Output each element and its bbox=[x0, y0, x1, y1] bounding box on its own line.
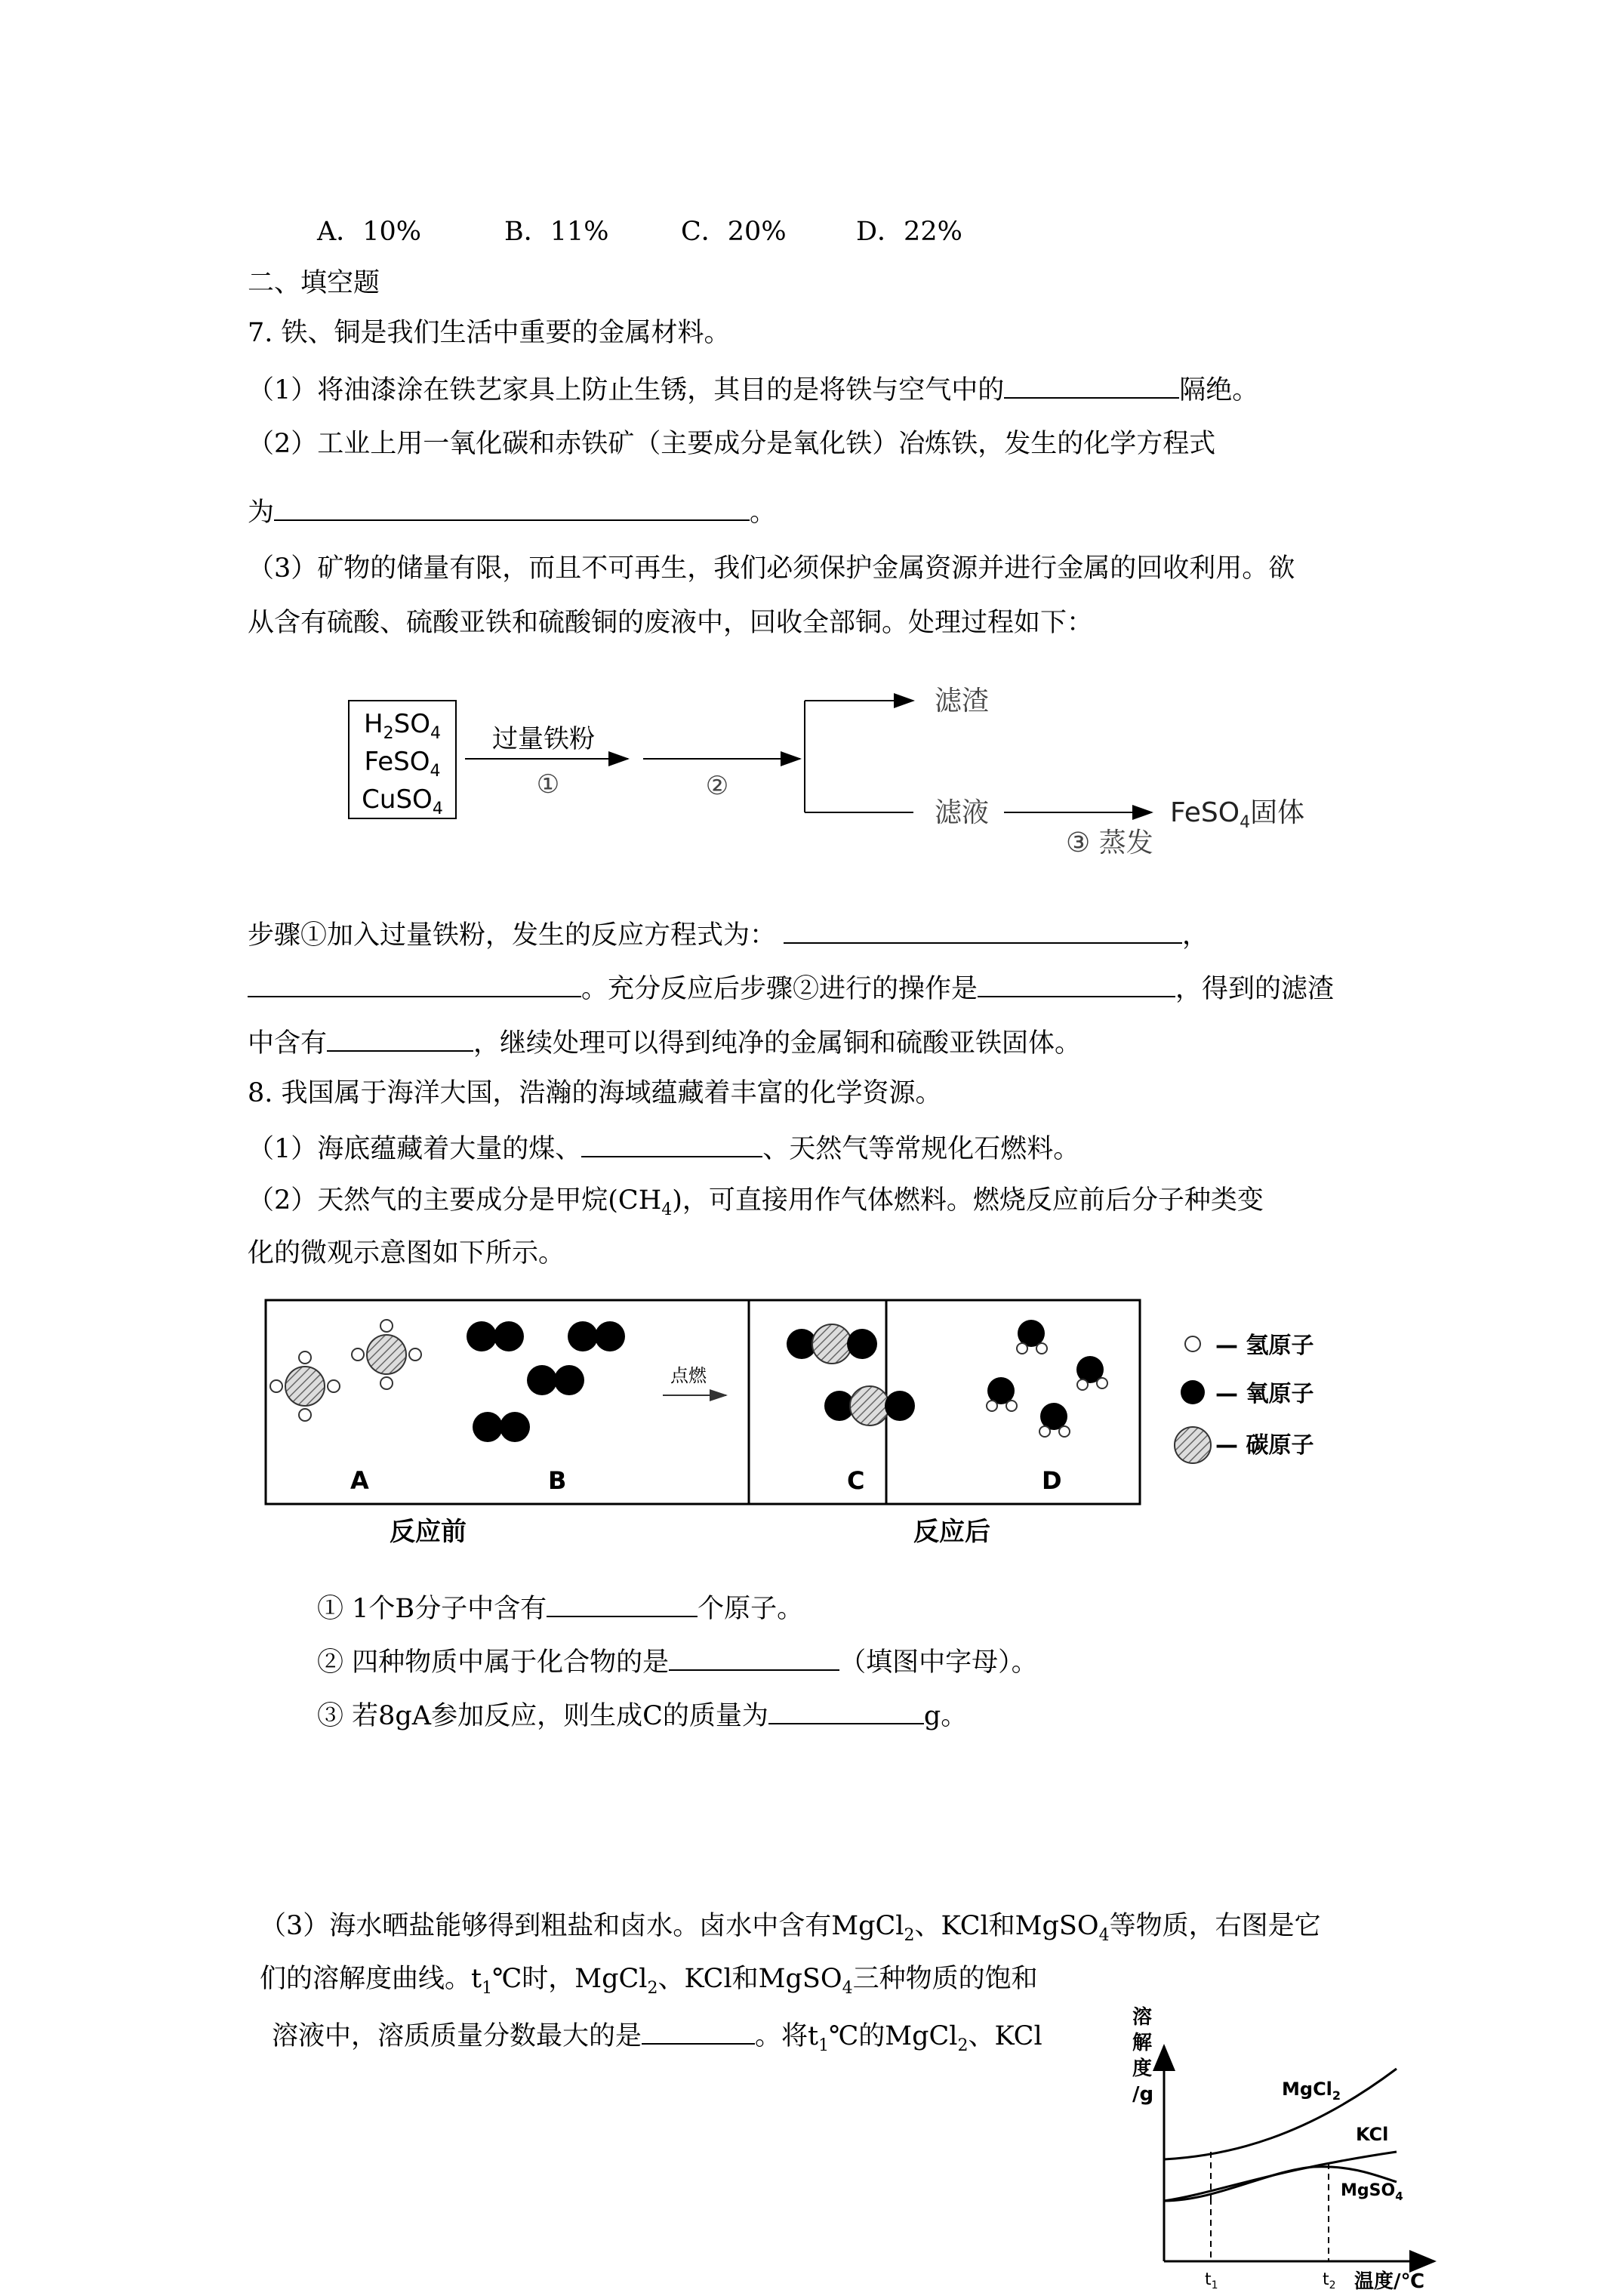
carbon-legend-icon bbox=[1175, 1427, 1211, 1463]
tick-t1: $t_1$ bbox=[1205, 2270, 1218, 2291]
q7-step3: 中含有 ，继续处理可以得到纯净的金属铜和硫酸亚铁固体。 bbox=[248, 1023, 1081, 1061]
q8-part1: （1）海底蕴藏着大量的煤、 、天然气等常规化石燃料。 bbox=[248, 1129, 1079, 1166]
q8-item2: ② 四种物质中属于化合物的是 （填图中字母）。 bbox=[317, 1642, 1038, 1680]
q8-item1: ① 1个B分子中含有 个原子。 bbox=[317, 1589, 803, 1626]
step1-label: ① bbox=[536, 769, 560, 800]
water-molecule bbox=[1076, 1356, 1107, 1390]
step3-label: ③ 蒸发 bbox=[1066, 827, 1153, 858]
label-a: A bbox=[350, 1466, 369, 1495]
answer-blank[interactable] bbox=[768, 1696, 924, 1724]
q8-part2-line2: 化的微观示意图如下所示。 bbox=[248, 1238, 565, 1268]
answer-blank[interactable] bbox=[327, 1023, 473, 1052]
water-molecule bbox=[987, 1377, 1017, 1411]
answer-blank[interactable] bbox=[248, 969, 581, 997]
process-flow-diagram bbox=[332, 664, 1344, 876]
answer-blank[interactable] bbox=[642, 2016, 755, 2045]
legend-hydrogen: — 氢原子 bbox=[1215, 1333, 1314, 1359]
methane-molecule bbox=[270, 1351, 340, 1421]
answer-blank[interactable] bbox=[581, 1129, 762, 1157]
answer-blank[interactable] bbox=[978, 969, 1175, 997]
residue-label: 滤渣 bbox=[935, 686, 990, 717]
choice-c: C．20% bbox=[681, 217, 787, 247]
after-label: 反应后 bbox=[913, 1517, 990, 1547]
before-label: 反应前 bbox=[390, 1517, 467, 1547]
label-d: D bbox=[1042, 1466, 1062, 1495]
y-axis-label: 溶解度/g bbox=[1132, 2006, 1154, 2106]
q8-item3: ③ 若8gA参加反应，则生成C的质量为 g。 bbox=[317, 1696, 967, 1734]
box-line-1: $H_2SO_4$ bbox=[364, 709, 441, 743]
q7-part2-line1: （2）工业上用一氧化碳和赤铁矿（主要成分是氧化铁）冶炼铁，发生的化学方程式 bbox=[248, 429, 1216, 459]
q8-part3-line2: 们的溶解度曲线。$t_1℃$时，MgCl$_2$、KCl和MgSO$_4$三种物质的饱和 bbox=[260, 1964, 1038, 1998]
answer-blank[interactable] bbox=[547, 1589, 698, 1617]
answer-blank[interactable] bbox=[1004, 370, 1179, 399]
oxygen-molecule bbox=[467, 1321, 524, 1351]
q7-step2: 。充分反应后步骤②进行的操作是 ，得到的滤渣 bbox=[248, 969, 1334, 1006]
arrow1-label: 过量铁粉 bbox=[492, 724, 595, 754]
product-label: FeSO$_4$固体 bbox=[1170, 797, 1305, 832]
q8-part3-line1: （3）海水晒盐能够得到粗盐和卤水。卤水中含有MgCl$_2$、KCl和MgSO$_4$等物质，右图是它 bbox=[260, 1911, 1321, 1945]
answer-blank[interactable] bbox=[784, 915, 1182, 944]
q8-title: 8. 我国属于海洋大国，浩瀚的海域蕴藏着丰富的化学资源。 bbox=[248, 1078, 942, 1108]
choice-d: D．22% bbox=[856, 217, 962, 247]
q7-part3-line2: 从含有硫酸、硫酸亚铁和硫酸铜的废液中，回收全部铜。处理过程如下： bbox=[248, 608, 1094, 638]
legend-carbon: — 碳原子 bbox=[1215, 1432, 1314, 1459]
solubility-chart bbox=[1117, 2001, 1449, 2296]
q7-step1: 步骤①加入过量铁粉，发生的反应方程式为： ， bbox=[248, 915, 1209, 953]
water-molecule bbox=[1017, 1320, 1047, 1354]
series-label-mgso4: MgSO$_4$ bbox=[1341, 2181, 1403, 2203]
q8-part3-line3: 溶液中，溶质质量分数最大的是 。将$t_1℃$的MgCl$_2$、KCl bbox=[272, 2016, 1042, 2063]
oxygen-molecule bbox=[527, 1365, 584, 1395]
ignite-label: 点燃 bbox=[670, 1365, 707, 1386]
q7-part1: （1）将油漆涂在铁艺家具上防止生锈，其目的是将铁与空气中的 隔绝。 bbox=[248, 370, 1258, 408]
molecule-reaction-diagram bbox=[257, 1284, 1449, 1563]
series-label-kcl: KCl bbox=[1356, 2124, 1389, 2145]
answer-blank[interactable] bbox=[669, 1642, 839, 1671]
water-molecule bbox=[1039, 1403, 1070, 1437]
x-axis-label: 温度/℃ bbox=[1354, 2270, 1424, 2293]
q7-part2-line2: 为 。 bbox=[248, 492, 776, 530]
label-b: B bbox=[548, 1466, 567, 1495]
box-line-2: FeSO$_4$ bbox=[364, 747, 441, 781]
methane-molecule bbox=[352, 1320, 421, 1389]
co2-molecule bbox=[787, 1324, 877, 1364]
box-line-3: CuSO$_4$ bbox=[362, 784, 443, 818]
co2-molecule bbox=[824, 1386, 915, 1425]
choice-a: A．10% bbox=[317, 217, 422, 247]
oxygen-legend-icon bbox=[1181, 1380, 1205, 1404]
hydrogen-legend-icon bbox=[1185, 1336, 1200, 1351]
q7-part3-line1: （3）矿物的储量有限，而且不可再生，我们必须保护金属资源并进行金属的回收利用。欲 bbox=[248, 553, 1295, 584]
oxygen-molecule bbox=[568, 1321, 625, 1351]
series-label-mgcl2: MgCl$_2$ bbox=[1282, 2079, 1341, 2103]
answer-blank[interactable] bbox=[274, 492, 750, 521]
oxygen-molecule bbox=[473, 1412, 530, 1442]
q7-title: 7. 铁、铜是我们生活中重要的金属材料。 bbox=[248, 318, 731, 348]
legend-oxygen: — 氧原子 bbox=[1215, 1381, 1314, 1407]
choice-b: B．11% bbox=[504, 217, 609, 247]
tick-t2: $t_2$ bbox=[1323, 2270, 1336, 2291]
mgcl2-curve bbox=[1164, 2069, 1397, 2159]
label-c: C bbox=[847, 1466, 865, 1495]
step2-label: ② bbox=[705, 771, 729, 801]
q8-part2-line1: （2）天然气的主要成分是甲烷$(CH_4)$，可直接用作气体燃料。燃烧反应前后分子种类变 bbox=[248, 1185, 1264, 1219]
filtrate-label: 滤液 bbox=[935, 797, 990, 828]
section-title: 二、填空题 bbox=[248, 268, 380, 298]
